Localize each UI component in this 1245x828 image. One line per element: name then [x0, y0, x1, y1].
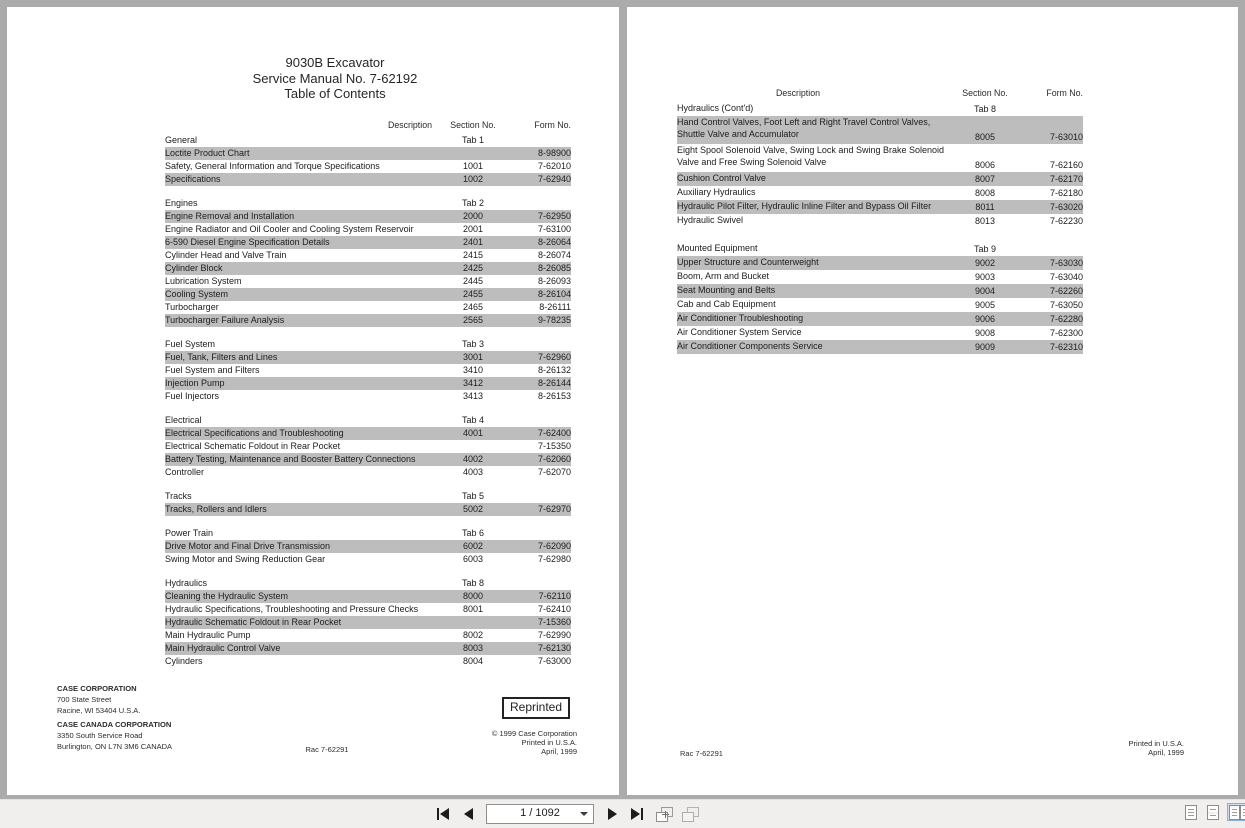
toc-row	[165, 210, 571, 223]
document-page-left	[7, 7, 619, 795]
row-description: Cylinders	[165, 656, 203, 666]
row-description: Air Conditioner Components Service	[677, 341, 823, 351]
toc-row	[677, 144, 1083, 172]
column-header-row	[677, 88, 1083, 101]
toc-row	[165, 390, 571, 403]
toc-section-header	[677, 242, 1083, 256]
toc-row	[677, 186, 1083, 200]
toc-row	[165, 629, 571, 642]
toc-section	[165, 490, 571, 516]
row-section-number: 2425	[462, 263, 484, 273]
document-page-right	[627, 7, 1238, 795]
toc-row	[165, 275, 571, 288]
row-form-number: 7-62060	[537, 454, 571, 464]
toc-row	[165, 262, 571, 275]
row-form-number: 7-62010	[537, 161, 571, 171]
toc-section	[677, 242, 1083, 354]
toc-row	[165, 590, 571, 603]
toc-row	[165, 314, 571, 327]
facing-pages-view-icon[interactable]	[1228, 804, 1245, 820]
row-description: Hydraulic Specifications, Troubleshooting and Pressure Checks	[165, 604, 419, 614]
toc-row	[677, 172, 1083, 186]
row-form-number: 7-62180	[1049, 188, 1083, 198]
toc-row	[165, 249, 571, 262]
toc-section-header	[165, 577, 571, 590]
row-description: Loctite Product Chart	[165, 148, 250, 158]
row-description: Seat Mounting and Belts	[677, 285, 776, 295]
row-form-number: 8-26153	[537, 391, 571, 401]
toc-row	[165, 147, 571, 160]
row-description: Electrical Schematic Foldout in Rear Pocket	[165, 441, 341, 451]
row-section-number: 9008	[974, 328, 996, 338]
row-description: Cushion Control Valve	[677, 173, 766, 183]
row-form-number: 8-26074	[537, 250, 571, 260]
row-section-number: 6003	[462, 554, 484, 564]
toc-row	[677, 298, 1083, 312]
row-description: Controller	[165, 467, 205, 477]
toc-row	[165, 301, 571, 314]
toc-row	[165, 466, 571, 479]
first-page-icon	[437, 808, 439, 820]
column-header-description: Description	[387, 120, 432, 130]
toc-row	[165, 616, 571, 629]
row-section-number: 3410	[462, 365, 484, 375]
toc-section	[165, 414, 571, 479]
row-description: Main Hydraulic Pump	[165, 630, 251, 640]
copyright-line: © 1999 Case Corporation	[491, 729, 577, 738]
section-name: Power Train	[165, 528, 214, 538]
printed-line: April, 1999	[1148, 747, 1184, 757]
toc-row	[677, 284, 1083, 298]
section-name: Mounted Equipment	[677, 243, 758, 253]
printed-line: Printed in U.S.A.	[1128, 739, 1184, 748]
company-address-line: 700 State Street	[57, 695, 112, 704]
toc-row	[165, 223, 571, 236]
row-section-number: 9009	[974, 342, 996, 352]
section-tab: Tab 5	[461, 491, 485, 501]
page-title	[125, 55, 545, 102]
row-form-number: 7-62310	[1049, 342, 1083, 352]
row-description: Electrical Specifications and Troubleshooting	[165, 428, 344, 438]
row-form-number: 7-62950	[537, 211, 571, 221]
previous-page-icon	[464, 808, 473, 820]
section-tab: Tab 9	[973, 244, 997, 254]
page-view-mode-group	[1184, 804, 1245, 820]
row-form-number: 7-63010	[1049, 132, 1083, 142]
row-section-number: 9006	[974, 314, 996, 324]
next-page-button[interactable]	[602, 804, 622, 824]
row-section-number: 2445	[462, 276, 484, 286]
toc-section	[165, 197, 571, 327]
row-form-number: 7-63020	[1049, 202, 1083, 212]
continuous-view-icon[interactable]	[1206, 804, 1219, 820]
company-address-line: 3350 South Service Road	[57, 731, 143, 740]
toc-row	[165, 364, 571, 377]
section-tab: Tab 4	[461, 415, 485, 425]
row-form-number: 7-62990	[537, 630, 571, 640]
row-section-number: 1002	[462, 174, 484, 184]
row-form-number: 8-26144	[537, 378, 571, 388]
row-section-number: 2565	[462, 315, 484, 325]
toc-row	[165, 603, 571, 616]
toc-row	[165, 351, 571, 364]
row-section-number: 9003	[974, 272, 996, 282]
toc-section	[677, 102, 1083, 228]
row-form-number: 7-63040	[1049, 272, 1083, 282]
toc-section-header	[165, 527, 571, 540]
row-description: Boom, Arm and Bucket	[677, 271, 770, 281]
toc-section-header	[165, 134, 571, 147]
row-section-number: 6002	[462, 541, 484, 551]
row-section-number: 2000	[462, 211, 484, 221]
doc-code: Rac 7-62291	[305, 745, 349, 754]
row-description: Lubrication System	[165, 276, 242, 286]
row-description: Turbocharger Failure Analysis	[165, 315, 285, 325]
column-header-row	[165, 120, 571, 133]
row-section-number: 9002	[974, 258, 996, 268]
row-description: Fuel Injectors	[165, 391, 220, 401]
row-description: Air Conditioner System Service	[677, 327, 802, 337]
toc-row	[677, 270, 1083, 284]
row-description: Hydraulic Schematic Foldout in Rear Pocket	[165, 617, 342, 627]
row-section-number: 8000	[462, 591, 484, 601]
row-description: Engine Removal and Installation	[165, 211, 295, 221]
row-form-number: 9-78235	[537, 315, 571, 325]
section-tab: Tab 8	[461, 578, 485, 588]
title-line-manual: Service Manual No. 7-62192	[252, 70, 418, 86]
row-form-number: 7-62260	[1049, 286, 1083, 296]
row-form-number: 7-15350	[537, 441, 571, 451]
row-description: Cylinder Block	[165, 263, 223, 273]
printed-block	[1129, 740, 1184, 758]
first-page-button[interactable]	[433, 804, 453, 824]
section-tab: Tab 3	[461, 339, 485, 349]
row-description: Drive Motor and Final Drive Transmission	[165, 541, 331, 551]
row-description: Turbocharger	[165, 302, 219, 312]
toc-section	[165, 134, 571, 186]
row-description: Hand Control Valves, Foot Left and Right Travel Control Valves,	[677, 117, 931, 127]
row-section-number: 3001	[462, 352, 484, 362]
row-form-number: 7-62230	[1049, 216, 1083, 226]
row-form-number: 8-26111	[539, 302, 571, 312]
row-section-number: 5002	[462, 504, 484, 514]
column-header-section: Section No.	[450, 120, 496, 130]
left-page-toc	[165, 134, 571, 668]
row-description: Tracks, Rollers and Idlers	[165, 504, 267, 514]
previous-page-button[interactable]	[458, 804, 478, 824]
column-header-description: Description	[775, 88, 820, 98]
row-form-number: 7-62300	[1049, 328, 1083, 338]
row-form-number: 7-15360	[537, 617, 571, 627]
row-form-number: 7-62170	[1049, 174, 1083, 184]
row-section-number: 4002	[462, 454, 484, 464]
column-header-section: Section No.	[962, 88, 1008, 98]
row-form-number: 7-62400	[537, 428, 571, 438]
toc-row	[677, 326, 1083, 340]
row-description: Cooling System	[165, 289, 229, 299]
section-name: Hydraulics	[165, 578, 208, 588]
row-section-number: 2001	[462, 224, 484, 234]
duplicate-page-alt-icon[interactable]	[681, 806, 699, 822]
row-form-number: 7-62960	[537, 352, 571, 362]
row-form-number: 7-63050	[1049, 300, 1083, 310]
copyright-line: Printed in U.S.A.	[521, 737, 577, 747]
row-description: Shuttle Valve and Accumulator	[677, 129, 799, 139]
row-description: Fuel, Tank, Filters and Lines	[165, 352, 278, 362]
reprinted-stamp: Reprinted	[502, 697, 570, 719]
row-section-number: 8006	[974, 160, 996, 170]
row-form-number: 7-62130	[537, 643, 571, 653]
section-tab: Tab 6	[461, 528, 485, 538]
toc-row	[165, 440, 571, 453]
toc-section-header	[677, 102, 1083, 116]
row-form-number: 8-26093	[537, 276, 571, 286]
page-number-input[interactable]	[486, 804, 594, 824]
section-tab: Tab 1	[461, 135, 485, 145]
row-section-number: 3412	[462, 378, 484, 388]
section-tab: Tab 8	[973, 104, 997, 114]
row-section-number: 9005	[974, 300, 996, 310]
toc-row	[677, 256, 1083, 270]
doc-code: Rac 7-62291	[680, 749, 723, 758]
toc-row	[677, 214, 1083, 228]
toc-row	[165, 427, 571, 440]
title-line-model: 9030B Excavator	[285, 55, 385, 70]
row-description: Battery Testing, Maintenance and Booster Battery Connections	[165, 454, 416, 464]
right-page-toc	[677, 102, 1083, 354]
company-address-us	[57, 683, 140, 716]
column-header-form: Form No.	[534, 120, 571, 130]
last-page-button[interactable]	[627, 804, 647, 824]
row-section-number: 2415	[462, 250, 484, 260]
viewer-toolbar	[0, 799, 1245, 828]
toc-section-header	[165, 414, 571, 427]
toc-section-header	[165, 338, 571, 351]
row-form-number: 8-26104	[537, 289, 571, 299]
row-section-number: 1001	[462, 161, 484, 171]
toc-row	[677, 340, 1083, 354]
row-section-number: 2401	[462, 237, 484, 247]
toc-row	[165, 377, 571, 390]
company-address-line: Racine, WI 53404 U.S.A.	[57, 706, 141, 715]
toc-row	[677, 200, 1083, 214]
toc-row	[165, 173, 571, 186]
company-address-ca	[57, 719, 172, 752]
single-page-view-icon[interactable]	[1184, 804, 1197, 820]
section-name: Hydraulics (Cont'd)	[677, 103, 754, 113]
row-section-number: 2455	[462, 289, 484, 299]
toc-row	[677, 116, 1083, 144]
row-description: Valve and Free Swing Solenoid Valve	[677, 157, 827, 167]
row-section-number: 3413	[462, 391, 484, 401]
toc-row	[165, 655, 571, 668]
toc-row	[165, 642, 571, 655]
toc-row	[165, 503, 571, 516]
toc-section-header	[165, 197, 571, 210]
row-section-number: 8002	[462, 630, 484, 640]
company-name-us: CASE CORPORATION	[57, 684, 137, 693]
row-form-number: 7-62980	[537, 554, 571, 564]
row-form-number: 7-62160	[1049, 160, 1083, 170]
row-form-number: 7-62090	[537, 541, 571, 551]
toc-row	[677, 312, 1083, 326]
section-name: Electrical	[165, 415, 202, 425]
row-description: Hydraulic Swivel	[677, 215, 744, 225]
row-section-number: 8007	[974, 174, 996, 184]
toc-row	[165, 453, 571, 466]
row-description: Eight Spool Solenoid Valve, Swing Lock and Swing Brake Solenoid	[677, 145, 945, 155]
row-section-number: 8001	[462, 604, 484, 614]
row-description: Safety, General Information and Torque Specifications	[165, 161, 380, 171]
section-tab: Tab 2	[461, 198, 485, 208]
section-name: Tracks	[165, 491, 192, 501]
toc-section	[165, 577, 571, 668]
row-form-number: 7-62070	[537, 467, 571, 477]
row-form-number: 7-62940	[537, 174, 571, 184]
row-description: Hydraulic Pilot Filter, Hydraulic Inline Filter and Bypass Oil Filter	[677, 201, 932, 211]
row-description: Main Hydraulic Control Valve	[165, 643, 281, 653]
row-section-number: 8004	[462, 656, 484, 666]
row-form-number: 8-26064	[537, 237, 571, 247]
row-description: Engine Radiator and Oil Cooler and Cooling System Reservoir	[165, 224, 414, 234]
toc-row	[165, 540, 571, 553]
section-name: Fuel System	[165, 339, 216, 349]
row-form-number: 7-62410	[537, 604, 571, 614]
row-section-number: 8003	[462, 643, 484, 653]
row-description: Auxiliary Hydraulics	[677, 187, 756, 197]
row-section-number: 9004	[974, 286, 996, 296]
row-description: Cleaning the Hydraulic System	[165, 591, 289, 601]
toc-section	[165, 527, 571, 566]
column-header-form: Form No.	[1046, 88, 1083, 98]
row-description: Injection Pump	[165, 378, 225, 388]
toc-row	[165, 288, 571, 301]
toc-section	[165, 338, 571, 403]
row-form-number: 8-26085	[537, 263, 571, 273]
title-line-toc: Table of Contents	[284, 86, 386, 101]
row-section-number: 8005	[974, 132, 996, 142]
row-section-number: 2465	[462, 302, 484, 312]
row-form-number: 8-26132	[537, 365, 571, 375]
last-page-icon	[631, 808, 640, 820]
row-description: 6-590 Diesel Engine Specification Details	[165, 237, 330, 247]
row-section-number: 8011	[975, 202, 995, 212]
row-description: Air Conditioner Troubleshooting	[677, 313, 804, 323]
page-navigation-group	[433, 803, 699, 825]
company-address-line: Burlington, ON L7N 3M6 CANADA	[57, 742, 173, 751]
toc-row	[165, 553, 571, 566]
copyright-line: April, 1999	[541, 746, 577, 756]
toc-row	[165, 236, 571, 249]
row-form-number: 7-63100	[537, 224, 571, 234]
row-section-number: 4003	[462, 467, 484, 477]
row-description: Swing Motor and Swing Reduction Gear	[165, 554, 326, 564]
row-description: Fuel System and Filters	[165, 365, 260, 375]
row-form-number: 7-62110	[538, 591, 571, 601]
row-form-number: 8-98900	[537, 148, 571, 158]
page-indicator: 1 / 1092	[520, 807, 560, 819]
section-name: General	[165, 135, 198, 145]
row-description: Cab and Cab Equipment	[677, 299, 776, 309]
row-description: Upper Structure and Counterweight	[677, 257, 819, 267]
toc-section-header	[165, 490, 571, 503]
row-description: Specifications	[165, 174, 221, 184]
next-page-icon	[608, 808, 617, 820]
toc-row	[165, 160, 571, 173]
duplicate-page-icon[interactable]	[655, 806, 673, 822]
row-form-number: 7-63000	[537, 656, 571, 666]
chevron-down-icon	[580, 812, 588, 816]
row-description: Cylinder Head and Valve Train	[165, 250, 287, 260]
row-form-number: 7-63030	[1049, 258, 1083, 268]
row-section-number: 4001	[462, 428, 484, 438]
section-name: Engines	[165, 198, 198, 208]
row-section-number: 8013	[974, 216, 996, 226]
company-name-ca: CASE CANADA CORPORATION	[57, 720, 172, 729]
copyright-block	[492, 730, 577, 756]
row-form-number: 7-62280	[1049, 314, 1083, 324]
row-form-number: 7-62970	[537, 504, 571, 514]
row-section-number: 8008	[974, 188, 996, 198]
